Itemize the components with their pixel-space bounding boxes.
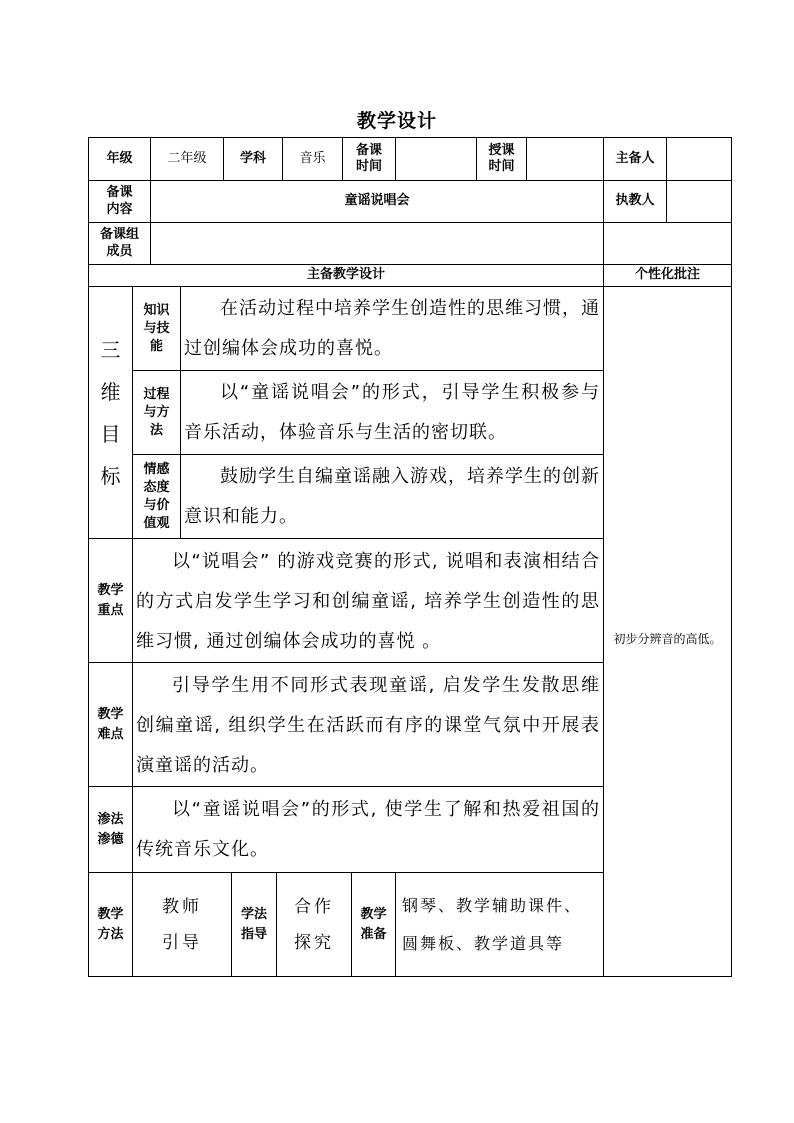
key-points-text: 以“说唱会” 的游戏竞赛的形式, 说唱和表演相结合的方式启发学生学习和创编童谣, 培养学生创造性的思维习惯, 通过创编体会成功的喜悦 。 bbox=[136, 551, 600, 652]
content-label: 备课内容 bbox=[106, 185, 133, 217]
objectives-label bbox=[89, 287, 132, 538]
members-value bbox=[151, 223, 731, 264]
teaching-method-value: 教师引导 bbox=[162, 896, 202, 953]
learning-method-label: 学法指导 bbox=[240, 906, 267, 942]
lead-teacher-label: 主备人 bbox=[615, 150, 655, 166]
objective-knowledge-label: 知识与技能 bbox=[143, 302, 170, 354]
prep-time-label: 备课时间 bbox=[355, 142, 382, 174]
objective-attitude-label: 情感态度与价值观 bbox=[143, 461, 170, 531]
objectives-label-char: 标 bbox=[100, 463, 121, 488]
objective-process-label: 过程与方法 bbox=[143, 386, 170, 438]
personal-annotation: 初步分辨音的高低。 bbox=[613, 631, 722, 646]
moral-education-text: 以“童谣说唱会”的形式, 使学生了解和热爱祖国的传统音乐文化。 bbox=[136, 799, 600, 860]
learning-method-value: 合作探究 bbox=[294, 896, 334, 953]
moral-education-label: 渗法渗德 bbox=[97, 811, 124, 847]
objective-knowledge-text: 在活动过程中培养学生创造性的思维习惯，通过创编体会成功的喜悦。 bbox=[184, 298, 600, 359]
grade-value: 二年级 bbox=[167, 150, 207, 166]
lead-teacher-value bbox=[667, 138, 731, 180]
subject-label: 学科 bbox=[239, 150, 266, 166]
key-points-label: 教学重点 bbox=[97, 582, 124, 618]
preparation-label: 教学准备 bbox=[360, 906, 387, 942]
difficulties-label: 教学难点 bbox=[97, 706, 124, 742]
executor-label: 执教人 bbox=[615, 193, 655, 209]
prep-time-value bbox=[396, 138, 476, 180]
subject-value: 音乐 bbox=[299, 150, 326, 166]
objective-process-text: 以“童谣说唱会”的形式，引导学生积极参与音乐活动，体验音乐与生活的密切联。 bbox=[184, 382, 600, 443]
difficulties-text: 引导学生用不同形式表现童谣, 启发学生发散思维创编童谣, 组织学生在活跃而有序的课堂气氛中开展表演童谣的活动。 bbox=[136, 675, 600, 776]
preparation-value: 钢琴、教学辅助课件、圆舞板、教学道具等 bbox=[402, 895, 583, 953]
teach-time-value bbox=[527, 138, 603, 180]
grade-label: 年级 bbox=[106, 150, 133, 166]
members-label: 备课组成员 bbox=[99, 227, 139, 259]
teach-time-label: 授课时间 bbox=[488, 142, 515, 174]
document-title: 教学设计 bbox=[356, 110, 437, 132]
objectives-label-char: 三 bbox=[100, 337, 121, 362]
objectives-label-char: 目 bbox=[100, 421, 121, 446]
personal-notes-header: 个性化批注 bbox=[634, 267, 700, 283]
main-design-header: 主备教学设计 bbox=[306, 267, 385, 283]
executor-value bbox=[667, 181, 731, 222]
objectives-label-char: 维 bbox=[100, 379, 121, 404]
objective-attitude-text: 鼓励学生自编童谣融入游戏，培养学生的创新意识和能力。 bbox=[184, 466, 600, 527]
teaching-method-label: 教学方法 bbox=[97, 906, 124, 942]
content-value: 童谣说唱会 bbox=[344, 193, 410, 209]
